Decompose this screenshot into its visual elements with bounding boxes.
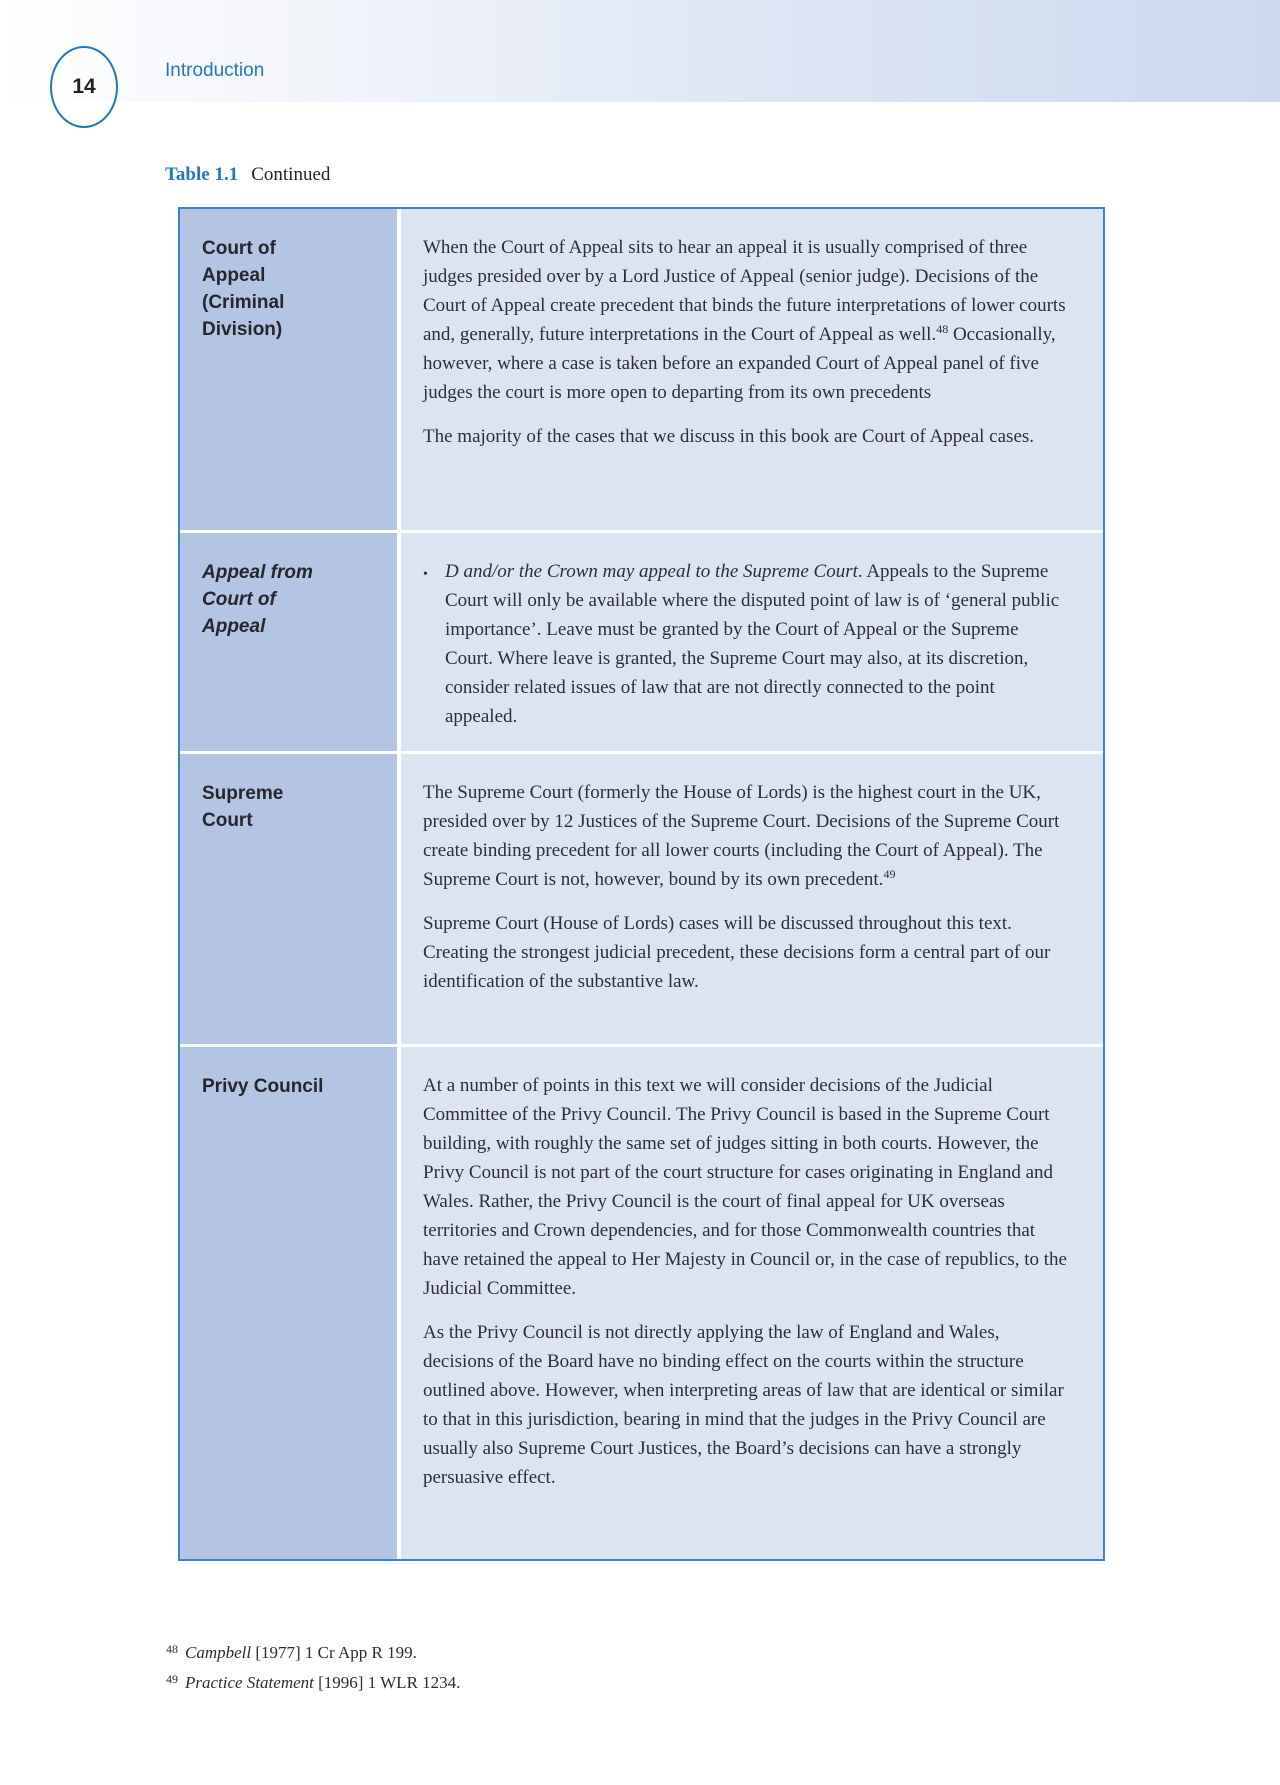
table-row <box>180 533 1103 751</box>
body-paragraph <box>445 557 1067 731</box>
footnote-marker: 49 <box>166 1672 178 1686</box>
page-header-band <box>0 0 1280 102</box>
bullet-marker-icon: • <box>423 567 428 582</box>
bullet-text <box>445 557 1067 731</box>
footnote <box>166 1638 460 1668</box>
row-body-cell <box>401 754 1103 1044</box>
body-paragraph <box>423 778 1067 894</box>
table-row <box>180 754 1103 1044</box>
footnotes <box>166 1638 460 1698</box>
text-segment: Campbell <box>185 1643 252 1662</box>
body-paragraph <box>423 1318 1067 1492</box>
row-body-cell <box>401 209 1103 530</box>
text-segment: Occasionally, however, where a case is taken before an expanded Court of Appeal panel of five judges the court is more open to departing from its own precedents <box>423 324 1056 403</box>
page-number-badge <box>50 46 118 128</box>
footnote-reference: 49 <box>883 867 896 881</box>
bullet-list-item <box>423 557 1067 731</box>
table-caption-label: Table 1.1 <box>165 164 239 185</box>
table-caption-suffix: Continued <box>251 164 331 185</box>
text-segment: D and/or the Crown may appeal to the Supreme Court <box>445 561 858 582</box>
text-segment: [1977] 1 Cr App R 199. <box>251 1643 417 1662</box>
footnote <box>166 1668 460 1698</box>
section-header: Introduction <box>165 60 265 81</box>
row-body-cell <box>401 1047 1103 1559</box>
footnote-marker: 48 <box>166 1642 178 1656</box>
row-body-cell <box>401 533 1103 751</box>
table-row <box>180 209 1103 530</box>
body-paragraph <box>423 233 1067 407</box>
text-segment: As the Privy Council is not directly applying the law of England and Wales, decisions of the Board have no binding effect on the courts within the structure outlined above. However, when interpreting areas of law that are identical or similar to that in this jurisdiction, bearing in mind that the judges in the Privy Council are usually also Supreme Court Justices, the Board’s decisions can have a strongly persuasive effect. <box>423 1322 1064 1488</box>
body-paragraph <box>423 909 1067 996</box>
row-header-cell: Privy Council <box>180 1047 397 1559</box>
row-header-cell: Appeal from Court of Appeal <box>180 533 397 751</box>
footnote-reference: 48 <box>936 322 949 336</box>
text-segment: . Appeals to the Supreme Court will only be available where the disputed point of law is of ‘general public importance’. Leave must be granted by the Court of Appeal or the Supreme Court. Where leave is granted, the Supreme Court may also, at its discretion, consider related issues of law that are not directly connected to the point appealed. <box>445 561 1060 727</box>
court-hierarchy-table <box>178 207 1105 1561</box>
text-segment: When the Court of Appeal sits to hear an appeal it is usually comprised of three judges presided over by a Lord Justice of Appeal (senior judge). Decisions of the Court of Appeal create precedent that binds the future interpretations of lower courts and, generally, future interpretations in the Court of Appeal as well. <box>423 237 1066 345</box>
table-caption <box>165 164 330 186</box>
text-segment: The majority of the cases that we discuss in this book are Court of Appeal cases. <box>423 426 1035 447</box>
row-header-cell: Court of Appeal (Criminal Division) <box>180 209 397 530</box>
body-paragraph <box>423 1071 1067 1303</box>
row-header-cell: Supreme Court <box>180 754 397 1044</box>
text-segment: The Supreme Court (formerly the House of Lords) is the highest court in the UK, presided over by 12 Justices of the Supreme Court. Decisions of the Supreme Court create binding precedent for all lower courts (including the Court of Appeal). The Supreme Court is not, however, bound by its own precedent. <box>423 782 1060 890</box>
table-row <box>180 1047 1103 1559</box>
page-number: 14 <box>72 75 96 98</box>
text-segment: Practice Statement <box>185 1673 314 1692</box>
body-paragraph <box>423 422 1067 451</box>
text-segment: Supreme Court (House of Lords) cases will be discussed throughout this text. Creating the strongest judicial precedent, these decisions form a central part of our identification of the substantive law. <box>423 913 1051 992</box>
text-segment: At a number of points in this text we will consider decisions of the Judicial Committee of the Privy Council. The Privy Council is based in the Supreme Court building, with roughly the same set of judges sitting in both courts. However, the Privy Council is not part of the court structure for cases originating in England and Wales. Rather, the Privy Council is the court of final appeal for UK overseas territories and Crown dependencies, and for those Commonwealth countries that have retained the appeal to Her Majesty in Council or, in the case of republics, to the Judicial Committee. <box>423 1075 1067 1299</box>
text-segment: [1996] 1 WLR 1234. <box>313 1673 461 1692</box>
